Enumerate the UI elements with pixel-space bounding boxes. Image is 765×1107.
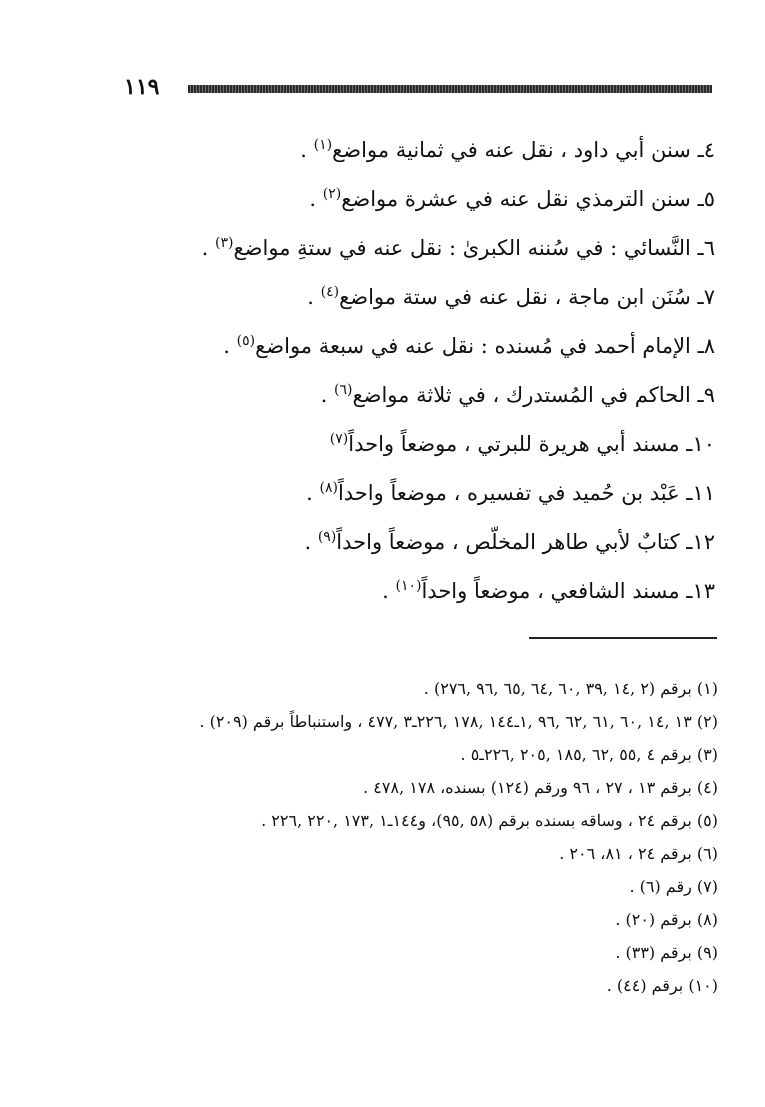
footnote: (٣) برقم ٤ ,٥٥ ,٦٢ ,١٨٥ ,٢٠٥ ,٢٢٦ـ٥ . xyxy=(460,745,718,764)
footnote-ref: (٥) xyxy=(236,333,256,349)
source-text: ٨ـ الإمام أحمد في مُسنده : نقل عنه في سبعة مواضع xyxy=(255,334,715,358)
footnote-ref: (٤) xyxy=(320,284,340,300)
source-item xyxy=(195,371,715,420)
source-item xyxy=(195,126,715,175)
header-rule xyxy=(188,85,712,93)
footnote-ref: (٧) xyxy=(329,431,349,447)
footnote-ref: (٩) xyxy=(317,529,337,545)
footnote-separator xyxy=(529,637,717,639)
source-text: ٧ـ سُنَن ابن ماجة ، نقل عنه في ستة مواضع xyxy=(339,285,715,309)
footnote: (٦) برقم ٢٤ ، ٨١، ٢٠٦ . xyxy=(559,844,718,863)
source-text: ١٢ـ كتابٌ لأبي طاهر المخلّص ، موضعاً واحداً xyxy=(336,530,715,554)
source-text: ١٣ـ مسند الشافعي ، موضعاً واحداً xyxy=(421,579,715,603)
source-item xyxy=(195,175,715,224)
source-text: ١٠ـ مسند أبي هريرة للبرتي ، موضعاً واحداً xyxy=(348,432,715,456)
footnote-ref: (٢) xyxy=(322,186,342,202)
source-item xyxy=(195,469,715,518)
source-item xyxy=(195,420,715,469)
source-text: ٦ـ النَّسائي : في سُننه الكبرىٰ : نقل عنه في ستةِ مواضع xyxy=(233,236,715,260)
source-text: ٥ـ سنن الترمذي نقل عنه في عشرة مواضع xyxy=(341,187,715,211)
footnote-ref: (٨) xyxy=(319,480,338,496)
footnote: (٧) رقم (٦) . xyxy=(629,877,718,896)
footnote-list xyxy=(18,672,718,1002)
source-item xyxy=(195,567,715,616)
footnote: (٤) برقم ١٣ ، ٢٧ ، ٩٦ ورقم (١٢٤) بسنده، ١٧٨ ,٤٧٨ . xyxy=(363,778,718,797)
source-item xyxy=(195,518,715,567)
source-tail: . xyxy=(309,187,323,211)
source-text: ١١ـ عَبْد بن حُميد في تفسيره ، موضعاً واحداً xyxy=(337,481,715,505)
footnote-ref: (٣) xyxy=(215,235,234,251)
source-text: ٩ـ الحاكم في المُستدرك ، في ثلاثة مواضع xyxy=(352,383,715,407)
footnote: (٩) برقم (٣٣) . xyxy=(615,943,718,962)
footnote: (٢) ١٣ ,١٤ ,٦٠ ,٦١ ,٦٢ ,٩٦ ,١ـ١٤٤ ,١٧٨ ,٢٢٦ـ٣ ,٤٧٧ ، واستنباطاً برقم (٢٠٩) . xyxy=(199,712,718,731)
source-tail: . xyxy=(320,383,334,407)
footnote-ref: (١) xyxy=(313,137,333,153)
source-tail: . xyxy=(306,481,320,505)
source-item xyxy=(195,273,715,322)
source-tail: . xyxy=(201,236,216,260)
footnote: (٥) برقم ٢٤ ، وساقه بسنده برقم (٥٨ ,٩٥)، و١٤٤ـ١ ,١٧٣ ,٢٢٠ ,٢٢٦ . xyxy=(261,811,718,830)
source-tail: . xyxy=(300,138,314,162)
footnote-ref: (١٠) xyxy=(395,578,422,594)
page-number: ١١٩ xyxy=(124,74,160,100)
footnote: (٨) برقم (٢٠) . xyxy=(615,910,718,929)
footnote: (١) برقم (٢ ,١٤ ,٣٩ ,٦٠ ,٦٤ ,٦٥ ,٩٦ ,٢٧٦) . xyxy=(423,679,718,698)
source-list xyxy=(195,126,715,616)
footnote: (١٠) برقم (٤٤) . xyxy=(606,976,718,995)
source-tail: . xyxy=(304,530,318,554)
source-item xyxy=(195,224,715,273)
source-tail: . xyxy=(382,579,396,603)
source-item xyxy=(195,322,715,371)
source-tail: . xyxy=(307,285,321,309)
footnote-ref: (٦) xyxy=(334,382,353,398)
source-text: ٤ـ سنن أبي داود ، نقل عنه في ثمانية مواضع xyxy=(332,138,715,162)
source-tail: . xyxy=(223,334,237,358)
